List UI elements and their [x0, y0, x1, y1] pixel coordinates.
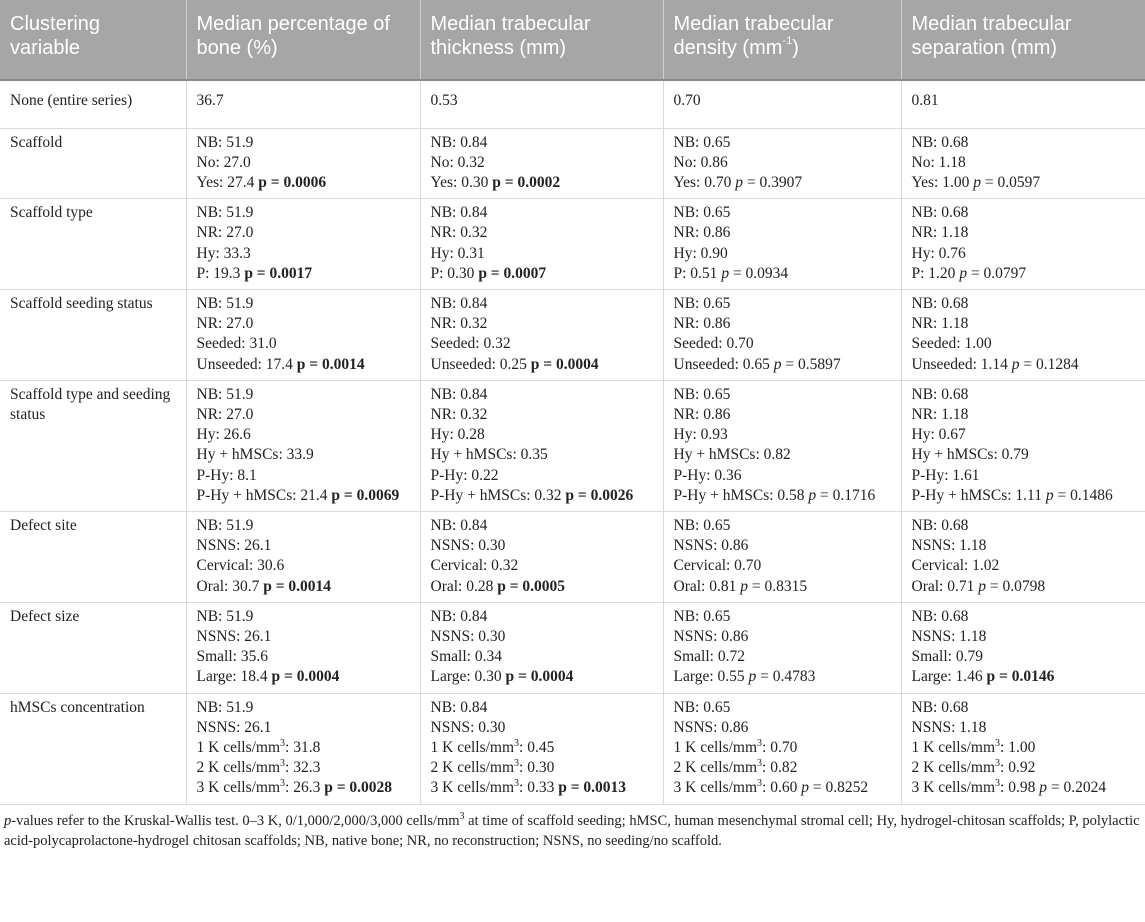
cell-line: NB: 0.68 — [911, 294, 969, 312]
header-bone-percentage: Median percentage of bone (%) — [186, 0, 420, 80]
table-cell — [663, 602, 901, 693]
cell-line: Hy + hMSCs: 33.9 — [196, 446, 314, 464]
cell-line-pvalue: P-Hy + hMSCs: 0.58 p = 0.1716 — [673, 486, 876, 504]
cell-line: Small: 0.79 — [911, 648, 983, 666]
table-cell — [901, 380, 1145, 511]
p-value: p = 0.1716 — [808, 486, 876, 504]
p-value: p = 0.0069 — [331, 486, 400, 504]
cell-line: NB: 0.68 — [911, 385, 969, 403]
header-trabecular-thickness: Median trabecular thickness (mm) — [420, 0, 663, 80]
cell-line: NR: 0.86 — [673, 315, 731, 333]
cell-line-pvalue: Large: 0.30 p = 0.0004 — [430, 668, 574, 686]
cell-line: NB: 51.9 — [196, 204, 254, 222]
cell-line: 0.70 — [673, 92, 701, 109]
cell-line: NSNS: 26.1 — [196, 627, 272, 645]
p-value: p = 0.0007 — [478, 264, 547, 282]
cell-line: Hy: 0.28 — [430, 426, 485, 444]
cell-line: Small: 35.6 — [196, 648, 268, 666]
cell-line: Hy + hMSCs: 0.79 — [911, 446, 1029, 464]
cell-line: NR: 0.32 — [430, 224, 488, 242]
table-cell — [186, 693, 420, 804]
cell-line-pvalue: Unseeded: 17.4 p = 0.0014 — [196, 355, 365, 373]
p-value: p = 0.0934 — [721, 264, 789, 282]
p-value: p = 0.8315 — [740, 577, 808, 595]
cell-line: NB: 51.9 — [196, 133, 254, 151]
row-label: Scaffold — [0, 128, 186, 199]
cell-line: NB: 0.84 — [430, 385, 488, 403]
cell-line: NSNS: 26.1 — [196, 537, 272, 555]
table-cell — [901, 80, 1145, 128]
table-row — [0, 380, 1145, 511]
cell-line: 1 K cells/$mm^3$: 0.70 — [673, 737, 798, 756]
cell-line: Seeded: 1.00 — [911, 335, 992, 353]
cell-line-pvalue: P: 0.30 p = 0.0007 — [430, 264, 547, 282]
table-row — [0, 602, 1145, 693]
cell-line: Cervical: 0.70 — [673, 557, 762, 575]
row-label: Defect size — [0, 602, 186, 693]
cell-line: 1 K cells/$mm^3$: 31.8 — [196, 737, 321, 756]
cell-line: NB: 51.9 — [196, 294, 254, 312]
table-row — [0, 693, 1145, 804]
cell-line-pvalue: P-Hy + hMSCs: 1.11 p = 0.1486 — [911, 486, 1113, 504]
cell-line-pvalue: Unseeded: 0.65 p = 0.5897 — [673, 355, 841, 373]
p-value: p = 0.0026 — [565, 486, 634, 504]
p-value: p = 0.0797 — [959, 264, 1027, 282]
cell-line: NB: 51.9 — [196, 385, 254, 403]
cell-line: Hy: 0.67 — [911, 426, 966, 444]
table-row — [0, 199, 1145, 290]
cell-line: NSNS: 0.86 — [673, 627, 749, 645]
table-cell — [901, 128, 1145, 199]
cell-line-pvalue: 3 K cells/$mm^3$: 0.60 p = 0.8252 — [673, 778, 869, 797]
table-cell — [663, 511, 901, 602]
table-cell — [186, 80, 420, 128]
cell-line: NB: 0.65 — [673, 698, 731, 716]
cell-line: NSNS: 0.30 — [430, 718, 506, 736]
p-value: p = 0.0028 — [324, 779, 393, 797]
cell-line: Cervical: 0.32 — [430, 557, 519, 575]
cell-line: 2 K cells/$mm^3$: 0.82 — [673, 758, 798, 777]
cell-line: No: 27.0 — [196, 153, 251, 171]
cell-line: NB: 0.84 — [430, 294, 488, 312]
cell-line: No: 1.18 — [911, 153, 966, 171]
cell-line: NB: 51.9 — [196, 698, 254, 716]
table-cell — [663, 199, 901, 290]
cell-line-pvalue: P: 0.51 p = 0.0934 — [673, 264, 789, 282]
table-cell — [663, 128, 901, 199]
cell-line: NB: 0.68 — [911, 133, 969, 151]
p-value: p = 0.1486 — [1045, 486, 1113, 504]
row-label: Scaffold seeding status — [0, 289, 186, 380]
cell-line: NR: 0.32 — [430, 405, 488, 423]
cell-line: 2 K cells/$mm^3$: 32.3 — [196, 758, 321, 777]
table-cell — [663, 693, 901, 804]
header-trabecular-separation: Median trabecular separation (mm) — [901, 0, 1145, 80]
cell-line: NB: 0.65 — [673, 516, 731, 534]
cell-line: 0.81 — [911, 92, 939, 109]
cell-line-pvalue: Yes: 0.30 p = 0.0002 — [430, 173, 561, 191]
cell-line-pvalue: Oral: 0.28 p = 0.0005 — [430, 577, 566, 595]
header-trabecular-density: Median trabecular density $(mm^{-1})$ — [663, 0, 901, 80]
cell-line: Seeded: 31.0 — [196, 335, 277, 353]
p-value: p = 0.0597 — [973, 173, 1041, 191]
cell-line: NB: 51.9 — [196, 607, 254, 625]
cell-line: P-Hy: 1.61 — [911, 466, 980, 484]
cell-line-pvalue: Large: 18.4 p = 0.0004 — [196, 668, 340, 686]
cell-line-pvalue: Oral: 30.7 p = 0.0014 — [196, 577, 332, 595]
row-label: Scaffold type and seeding status — [0, 380, 186, 511]
cell-line-pvalue: Unseeded: 1.14 p = 0.1284 — [911, 355, 1079, 373]
cell-line-pvalue: Yes: 27.4 p = 0.0006 — [196, 173, 327, 191]
table-cell — [420, 380, 663, 511]
cell-line: NR: 0.86 — [673, 224, 731, 242]
cell-line: Hy + hMSCs: 0.82 — [673, 446, 791, 464]
cell-line: NSNS: 1.18 — [911, 718, 987, 736]
table-cell — [901, 511, 1145, 602]
cell-line: 1 K cells/$mm^3$: 1.00 — [911, 737, 1036, 756]
cell-line: P-Hy: 0.36 — [673, 466, 742, 484]
p-value: p = 0.0014 — [296, 355, 365, 373]
table-row — [0, 128, 1145, 199]
row-label: Defect site — [0, 511, 186, 602]
table-cell — [901, 289, 1145, 380]
p-value: p = 0.2024 — [1039, 779, 1107, 797]
row-label: None (entire series) — [0, 80, 186, 128]
table-cell — [420, 693, 663, 804]
table-cell — [186, 289, 420, 380]
cell-line: Hy: 33.3 — [196, 244, 251, 262]
cell-line-pvalue: Yes: 0.70 p = 0.3907 — [673, 173, 803, 191]
cell-line: NSNS: 26.1 — [196, 718, 272, 736]
p-value: p = 0.0798 — [978, 577, 1046, 595]
cell-line: No: 0.32 — [430, 153, 485, 171]
p-value: p = 0.0017 — [244, 264, 313, 282]
cell-line: NB: 0.65 — [673, 133, 731, 151]
cell-line: 2 K cells/$mm^3$: 0.30 — [430, 758, 555, 777]
p-value: p = 0.0013 — [558, 779, 627, 797]
table-cell — [420, 199, 663, 290]
cell-line-pvalue: 3 K cells/$mm^3$: 0.33 p = 0.0013 — [430, 778, 627, 797]
cell-line: NR: 1.18 — [911, 405, 969, 423]
cell-line: NSNS: 0.86 — [673, 718, 749, 736]
cell-line-pvalue: 3 K cells/$mm^3$: 26.3 p = 0.0028 — [196, 778, 393, 797]
table-cell — [901, 602, 1145, 693]
cell-line-pvalue: Large: 0.55 p = 0.4783 — [673, 668, 816, 686]
row-label: hMSCs concentration — [0, 693, 186, 804]
cell-line-pvalue: Oral: 0.71 p = 0.0798 — [911, 577, 1046, 595]
table-cell — [420, 80, 663, 128]
table-body — [0, 80, 1145, 804]
cell-line: NR: 27.0 — [196, 405, 254, 423]
cell-line-pvalue: 3 K cells/$mm^3$: 0.98 p = 0.2024 — [911, 778, 1107, 797]
cell-line: Hy: 0.31 — [430, 244, 485, 262]
cell-line: Cervical: 30.6 — [196, 557, 285, 575]
table-cell — [186, 128, 420, 199]
cell-line: Seeded: 0.70 — [673, 335, 754, 353]
table-cell — [186, 380, 420, 511]
footnote: p-values refer to the Kruskal-Wallis test. 0–3 K, 0/1,000/2,000/3,000 cells/$mm^3$ at time of scaffold seeding; hMSC, human mesenchymal stromal cell; Hy, hydrogel-chitosan scaffolds; P, polylactic acid-polycaprolactone-hydrogel chitosan scaffolds; NB, native bone; NR, no reconstruction; NSNS, no seeding/no scaffold. — [4, 810, 1140, 849]
cell-line: NR: 27.0 — [196, 315, 254, 333]
table-cell — [420, 602, 663, 693]
cell-line: 2 K cells/$mm^3$: 0.92 — [911, 758, 1036, 777]
cell-line: NB: 0.65 — [673, 385, 731, 403]
cell-line: Hy + hMSCs: 0.35 — [430, 446, 548, 464]
cell-line: NB: 0.68 — [911, 698, 969, 716]
cell-line: NB: 0.84 — [430, 607, 488, 625]
cell-line: NB: 51.9 — [196, 516, 254, 534]
table-row — [0, 80, 1145, 128]
cell-line: NB: 0.65 — [673, 204, 731, 222]
cell-line: No: 0.86 — [673, 153, 728, 171]
p-value: p = 0.4783 — [748, 668, 816, 686]
cell-line: NB: 0.84 — [430, 133, 488, 151]
cell-line: P-Hy: 0.22 — [430, 466, 499, 484]
p-value: p = 0.0006 — [258, 173, 327, 191]
header-clustering-variable: Clustering variable — [0, 0, 186, 80]
cell-line: 0.53 — [430, 92, 458, 109]
table-cell — [663, 289, 901, 380]
table-cell — [420, 511, 663, 602]
table-cell — [420, 289, 663, 380]
cell-line-pvalue: Unseeded: 0.25 p = 0.0004 — [430, 355, 599, 373]
cell-line: Seeded: 0.32 — [430, 335, 511, 353]
cell-line: NB: 0.68 — [911, 204, 969, 222]
table-row — [0, 511, 1145, 602]
row-label: Scaffold type — [0, 199, 186, 290]
table-cell — [186, 602, 420, 693]
p-value: p = 0.0004 — [505, 668, 574, 686]
p-value: p = 0.1284 — [1011, 355, 1079, 373]
cell-line: NB: 0.84 — [430, 698, 488, 716]
cell-line-pvalue: P-Hy + hMSCs: 0.32 p = 0.0026 — [430, 486, 634, 504]
cell-line: NB: 0.65 — [673, 294, 731, 312]
cell-line: NSNS: 0.30 — [430, 627, 506, 645]
cell-line: NSNS: 0.30 — [430, 537, 506, 555]
table-cell — [186, 199, 420, 290]
cell-line: Small: 0.72 — [673, 648, 745, 666]
cell-line: NR: 0.86 — [673, 405, 731, 423]
table-cell — [901, 693, 1145, 804]
cell-line: Hy: 0.93 — [673, 426, 728, 444]
p-value: p = 0.0005 — [497, 577, 566, 595]
cell-line: Cervical: 1.02 — [911, 557, 1000, 575]
cell-line: NB: 0.84 — [430, 516, 488, 534]
cell-line: NR: 1.18 — [911, 315, 969, 333]
cell-line-pvalue: P-Hy + hMSCs: 21.4 p = 0.0069 — [196, 486, 400, 504]
cell-line: NSNS: 1.18 — [911, 537, 987, 555]
cell-line-pvalue: Large: 1.46 p = 0.0146 — [911, 668, 1055, 686]
table-row — [0, 289, 1145, 380]
table-cell — [420, 128, 663, 199]
p-value: p = 0.0002 — [492, 173, 561, 191]
cell-line: NR: 0.32 — [430, 315, 488, 333]
cell-line: NR: 1.18 — [911, 224, 969, 242]
table-cell — [663, 380, 901, 511]
cell-line: NB: 0.65 — [673, 607, 731, 625]
table-cell — [186, 511, 420, 602]
table-cell — [901, 199, 1145, 290]
table-cell — [663, 80, 901, 128]
table-header — [0, 0, 1145, 80]
cell-line: NB: 0.68 — [911, 607, 969, 625]
cell-line-pvalue: Oral: 0.81 p = 0.8315 — [673, 577, 808, 595]
cell-line-pvalue: P: 1.20 p = 0.0797 — [911, 264, 1027, 282]
cell-line: 1 K cells/$mm^3$: 0.45 — [430, 737, 555, 756]
cell-line: 36.7 — [196, 92, 224, 109]
cell-line: Hy: 0.90 — [673, 244, 728, 262]
cell-line: Hy: 26.6 — [196, 426, 251, 444]
p-value: p = 0.0146 — [986, 668, 1055, 686]
cell-line: NB: 0.84 — [430, 204, 488, 222]
cell-line: NSNS: 1.18 — [911, 627, 987, 645]
cell-line: NR: 27.0 — [196, 224, 254, 242]
cell-line: Small: 0.34 — [430, 648, 502, 666]
cell-line: Hy: 0.76 — [911, 244, 966, 262]
p-value: p = 0.5897 — [773, 355, 841, 373]
cell-line: NSNS: 0.86 — [673, 537, 749, 555]
p-value: p = 0.0004 — [271, 668, 340, 686]
cell-line: P-Hy: 8.1 — [196, 466, 257, 484]
cell-line-pvalue: P: 19.3 p = 0.0017 — [196, 264, 313, 282]
p-value: p = 0.0004 — [530, 355, 599, 373]
cell-line: NB: 0.68 — [911, 516, 969, 534]
p-value: p = 0.3907 — [735, 173, 803, 191]
p-value: p = 0.8252 — [801, 779, 869, 797]
cell-line-pvalue: Yes: 1.00 p = 0.0597 — [911, 173, 1041, 191]
p-value: p = 0.0014 — [263, 577, 332, 595]
